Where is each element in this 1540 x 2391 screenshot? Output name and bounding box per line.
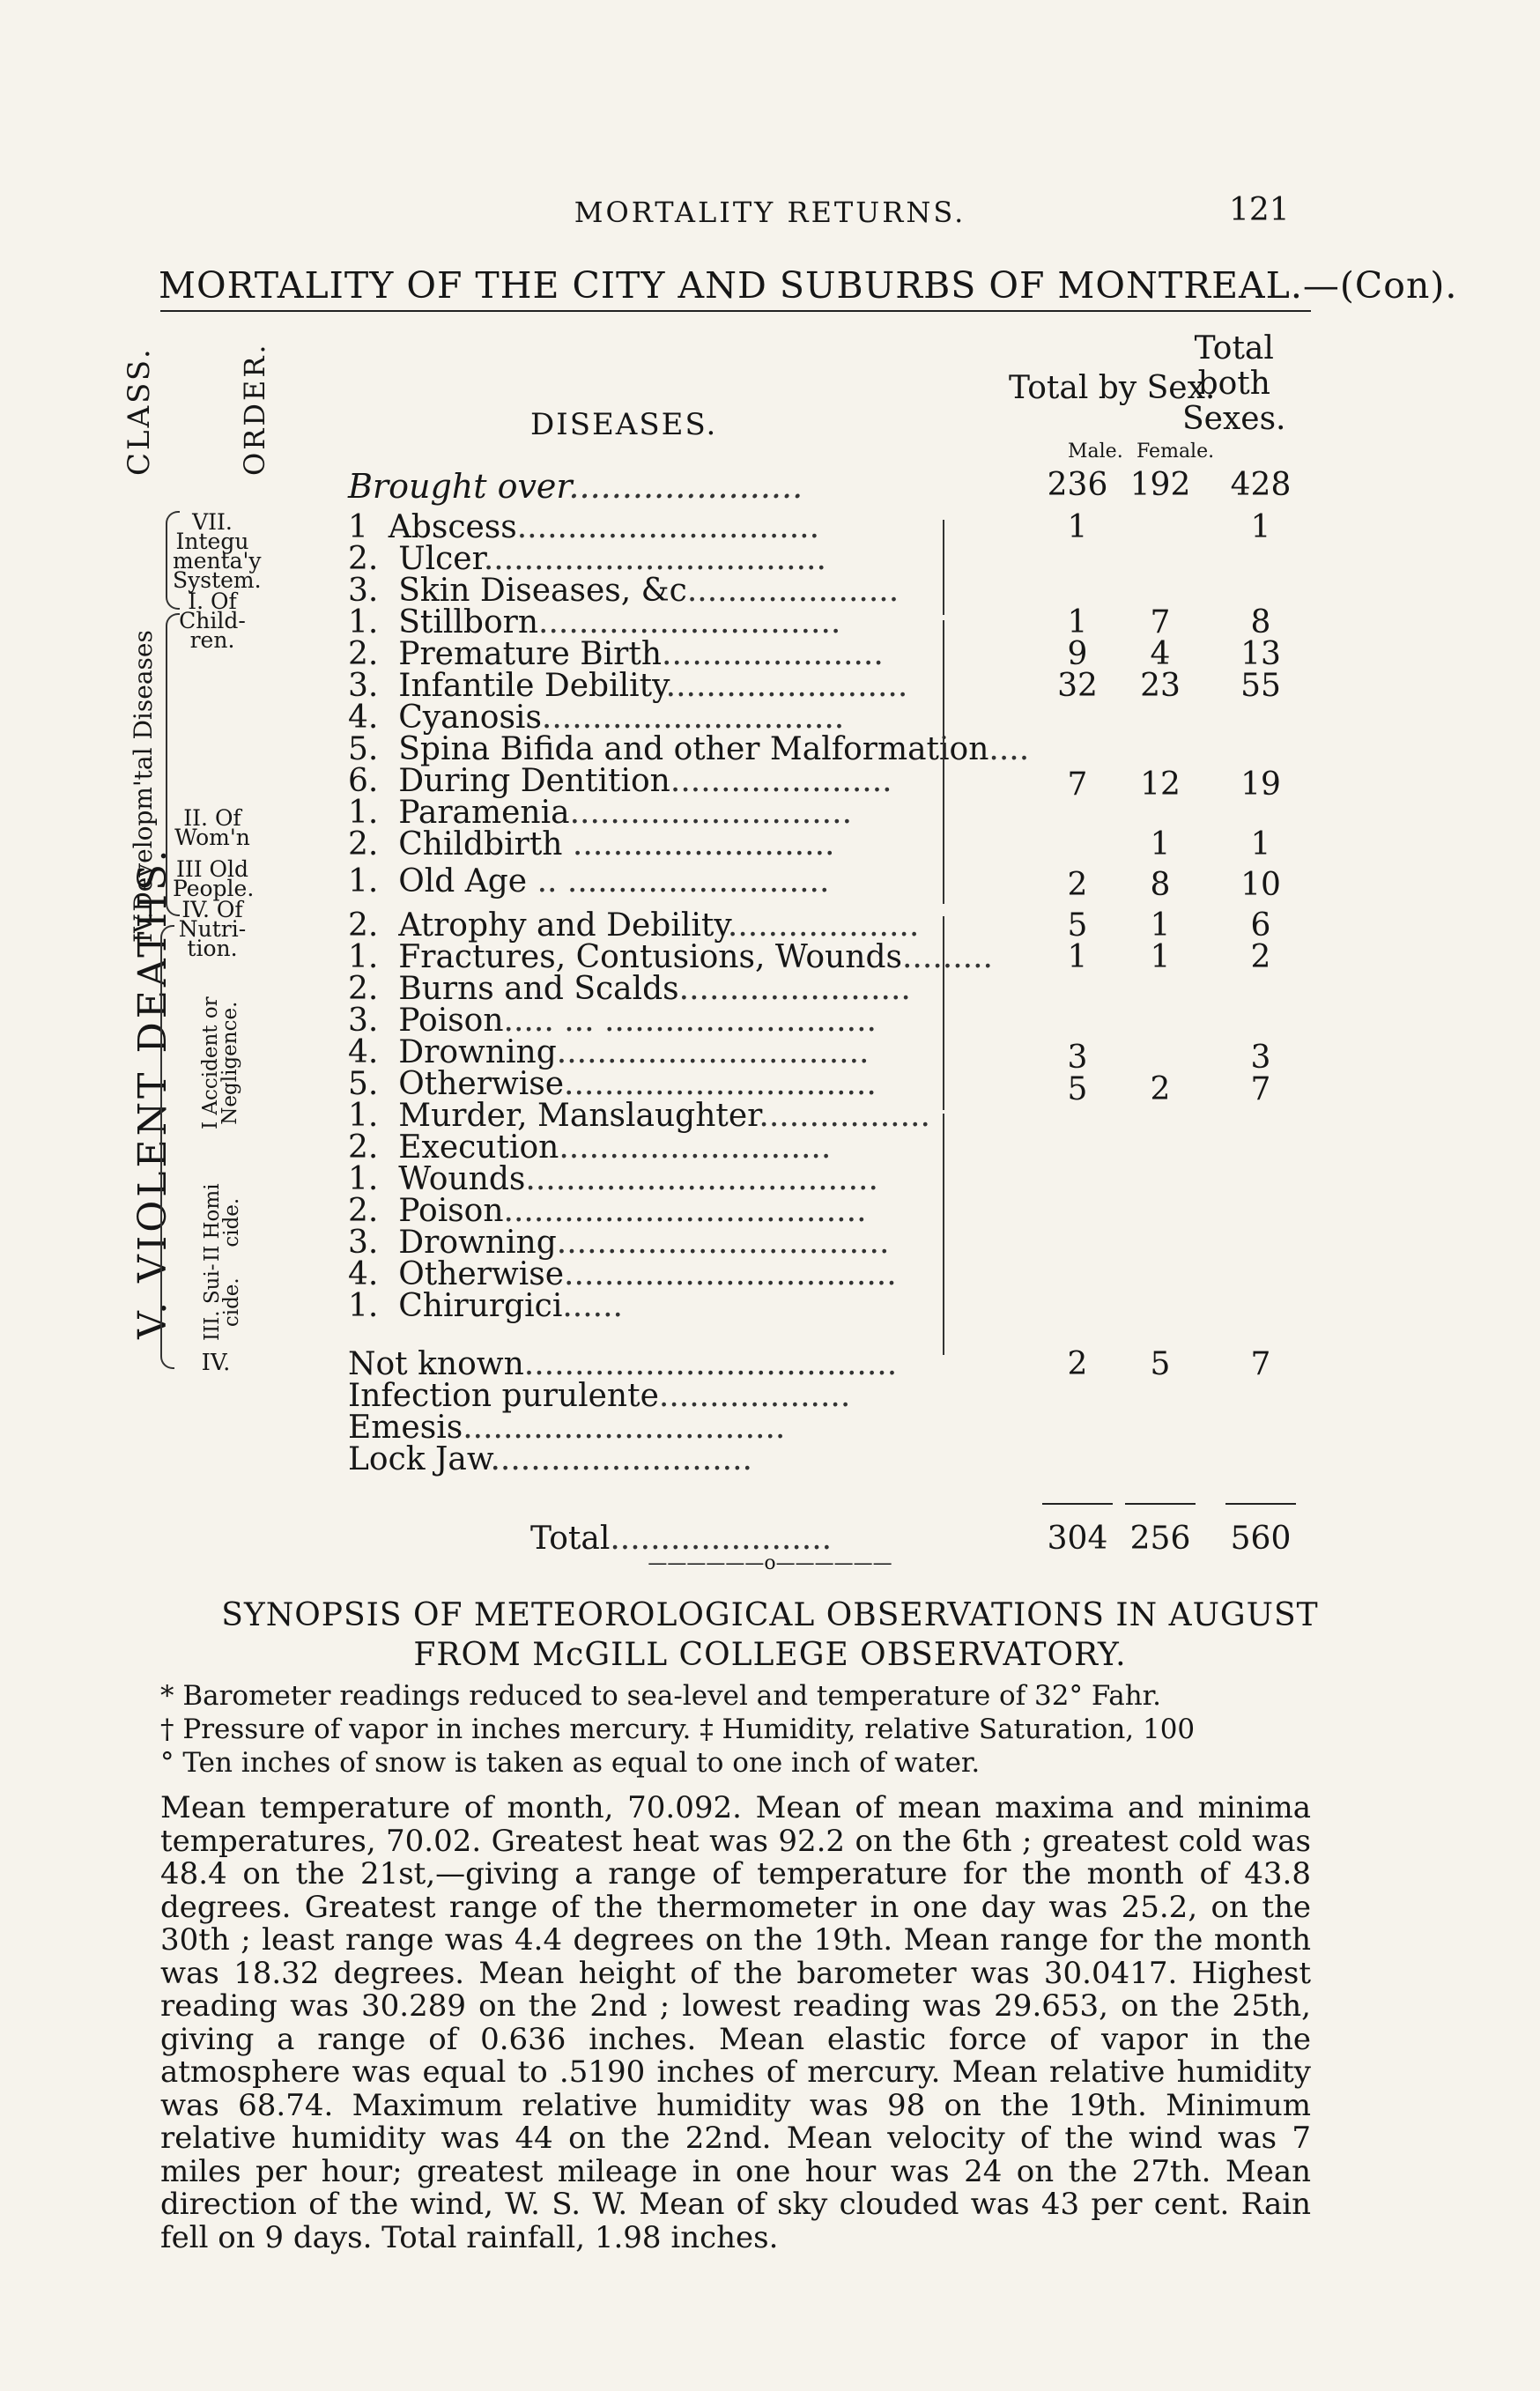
order-label: I Accident or Negligence. [199, 996, 241, 1129]
row-group-brace [934, 620, 944, 904]
male-value: 3 [1067, 1040, 1088, 1076]
table-row: Not known..................................... [348, 1346, 898, 1382]
table-row: 1. Stillborn.............................. [348, 604, 841, 640]
order-column-header: ORDER. [238, 342, 271, 476]
order-label: II. Of Wom'n [174, 805, 250, 850]
male-value: 1 [1067, 509, 1088, 545]
female-value: 4 [1150, 636, 1171, 672]
table-title: MORTALITY OF THE CITY AND SUBURBS OF MONTREAL.—(Con). [159, 264, 1458, 307]
table-row: 1. Wounds................................... [348, 1161, 878, 1197]
male-column-header: Male. [1068, 440, 1123, 463]
row-group-brace [934, 916, 944, 1110]
total-value: 1 [1250, 509, 1271, 545]
total-value: 2 [1250, 939, 1271, 975]
title-rule [160, 310, 1311, 312]
table-row: 2. Burns and Scalds....................... [348, 971, 911, 1007]
male-value: 9 [1067, 636, 1088, 672]
male-value: 7 [1067, 766, 1088, 803]
table-row: 2. Execution........................... [348, 1129, 832, 1166]
male-value: 5 [1067, 907, 1088, 944]
table-row: 4. Otherwise................................. [348, 1256, 897, 1292]
total-value: 55 [1240, 668, 1281, 704]
brought-over-label: Brought over...................... [348, 467, 803, 506]
male-value: 5 [1067, 1071, 1088, 1107]
diseases-column-header: DISEASES. [530, 407, 718, 442]
female-column-header: Female. [1136, 440, 1215, 463]
grand-total-female: 256 [1129, 1521, 1191, 1557]
female-value: 5 [1150, 1346, 1171, 1382]
total-both-line: both [1197, 366, 1270, 402]
order-label: III Old People. [173, 856, 255, 901]
total-value: 8 [1250, 604, 1271, 640]
sum-rule [1125, 1503, 1196, 1505]
female-value: 7 [1150, 604, 1171, 640]
table-row: 1. Old Age .. .......................... [348, 863, 830, 899]
table-row: 3. Drowning................................. [348, 1225, 890, 1261]
total-value: 7 [1250, 1071, 1271, 1107]
class-brace [160, 925, 174, 1369]
order-label: II Homi cide. [201, 1183, 243, 1262]
row-group-brace [934, 520, 944, 615]
synopsis-title: SYNOPSIS OF METEOROLOGICAL OBSERVATIONS IN AUGUST [221, 1597, 1319, 1633]
total-both-sexes-header [1182, 331, 1286, 437]
footnote: * Barometer readings reduced to sea-level and temperature of 32° Fahr. [160, 1680, 1161, 1712]
female-value: 12 [1140, 766, 1181, 803]
table-row: 2. Childbirth .......................... [348, 826, 835, 862]
synopsis-paragraph: Mean temperature of month, 70.092. Mean of mean maxima and minima temperatures, 70.02. Greatest heat was 92.2 on the 6th ; greatest cold was 48.4 on the 21st,—giving a range of temperature for the month of 43.8 degrees. Greatest range of the thermometer in one day was 25.2, on the 30th ; least range was 4.4 degrees on the 19th. Mean range for the month was 18.32 degrees. Mean height of the barometer was 30.0417. Highest reading was 30.289 on the 2nd ; lowest reading was 29.653, on the 25th, giving a range of 0.636 inches. Mean elastic force of vapor in the atmosphere was equal to .5190 inches of mercury. Mean relative humidity was 68.74. Maximum relative humidity was 98 on the 19th. Minimum relative humidity was 44 on the 22nd. Mean velocity of the wind was 7 miles per hour; greatest mileage in one hour was 24 on the 27th. Mean direction of the wind, W. S. W. Mean of sky clouded was 43 per cent. Rain fell on 9 days. Total rainfall, 1.98 inches. [160, 1790, 1311, 2255]
brought-over-total: 428 [1230, 467, 1292, 503]
order-label: IV. Of Nutri- tion. [178, 897, 247, 961]
male-value: 1 [1067, 939, 1088, 975]
table-row: Infection purulente................... [348, 1378, 851, 1414]
female-value: 1 [1150, 907, 1171, 944]
row-group-brace [934, 1114, 944, 1355]
total-value: 1 [1250, 826, 1271, 862]
class-label-violent-deaths: V. VIOLENT DEATHS. [130, 846, 175, 1339]
total-value: 13 [1240, 636, 1281, 672]
male-value: 1 [1067, 604, 1088, 640]
table-row: 3. Skin Diseases, &c..................... [348, 573, 900, 609]
class-column-header: CLASS. [122, 346, 157, 476]
female-value: 1 [1150, 939, 1171, 975]
total-both-line: Sexes. [1182, 401, 1286, 437]
female-value: 1 [1150, 826, 1171, 862]
table-row: 2. Premature Birth...................... [348, 636, 884, 672]
footnote: † Pressure of vapor in inches mercury. ‡ Humidity, relative Saturation, 100 [160, 1714, 1196, 1745]
order-label: VII. Integu menta'y System. [173, 509, 262, 593]
female-value: 8 [1150, 867, 1171, 903]
table-row: 6. During Dentition...................... [348, 763, 892, 799]
brought-over-female: 192 [1129, 467, 1191, 503]
total-value: 6 [1250, 907, 1271, 944]
order-label: I. Of Child- ren. [179, 588, 246, 653]
total-row-label: Total...................... [530, 1521, 833, 1557]
order-label: IV. [201, 1350, 231, 1376]
male-value: 32 [1057, 668, 1098, 704]
brought-over-male: 236 [1047, 467, 1108, 503]
table-row: 2. Atrophy and Debility................... [348, 907, 920, 944]
table-row: 2. Poison.................................... [348, 1193, 867, 1229]
table-row: 1. Paramenia............................ [348, 795, 853, 831]
sum-rule [1225, 1503, 1296, 1505]
male-value: 2 [1067, 1346, 1088, 1382]
total-both-line: Total [1194, 330, 1274, 366]
total-value: 7 [1250, 1346, 1271, 1382]
table-row: 3. Poison..... ... ........................... [348, 1003, 877, 1039]
total-value: 3 [1250, 1040, 1271, 1076]
section-separator: ——————o—————— [648, 1552, 892, 1574]
male-value: 2 [1067, 867, 1088, 903]
synopsis-subtitle: FROM McGILL COLLEGE OBSERVATORY. [413, 1637, 1127, 1673]
table-row: 5. Spina Bifida and other Malformation.... [348, 731, 1030, 767]
table-row: Lock Jaw.......................... [348, 1441, 752, 1477]
total-by-sex-header: Total by Sex. [1009, 370, 1216, 406]
page-number: 121 [1229, 192, 1290, 228]
grand-total-male: 304 [1047, 1521, 1108, 1557]
sum-rule [1042, 1503, 1113, 1505]
female-value: 23 [1140, 668, 1181, 704]
running-head: MORTALITY RETURNS. [574, 196, 966, 229]
table-row: 5. Otherwise............................... [348, 1066, 877, 1102]
table-row: 2. Ulcer.................................. [348, 541, 826, 577]
table-row: 1. Chirurgici...... [348, 1288, 624, 1324]
table-row: 4. Cyanosis.............................. [348, 700, 845, 736]
total-value: 19 [1240, 766, 1281, 803]
table-row: Emesis................................ [348, 1410, 786, 1446]
grand-total: 560 [1230, 1521, 1292, 1557]
table-row: 3. Infantile Debility........................ [348, 668, 908, 704]
table-row: 1 Abscess.............................. [348, 509, 820, 545]
footnote: ° Ten inches of snow is taken as equal to one inch of water. [160, 1747, 981, 1779]
order-label: III. Sui- cide. [201, 1263, 243, 1341]
table-row: 1. Murder, Manslaughter................. [348, 1098, 930, 1134]
table-row: 1. Fractures, Contusions, Wounds......... [348, 939, 993, 975]
table-row: 4. Drowning............................... [348, 1034, 870, 1070]
class-label-developmental: IV.Developm'tal Diseases [129, 630, 158, 943]
female-value: 2 [1150, 1071, 1171, 1107]
total-value: 10 [1240, 867, 1281, 903]
